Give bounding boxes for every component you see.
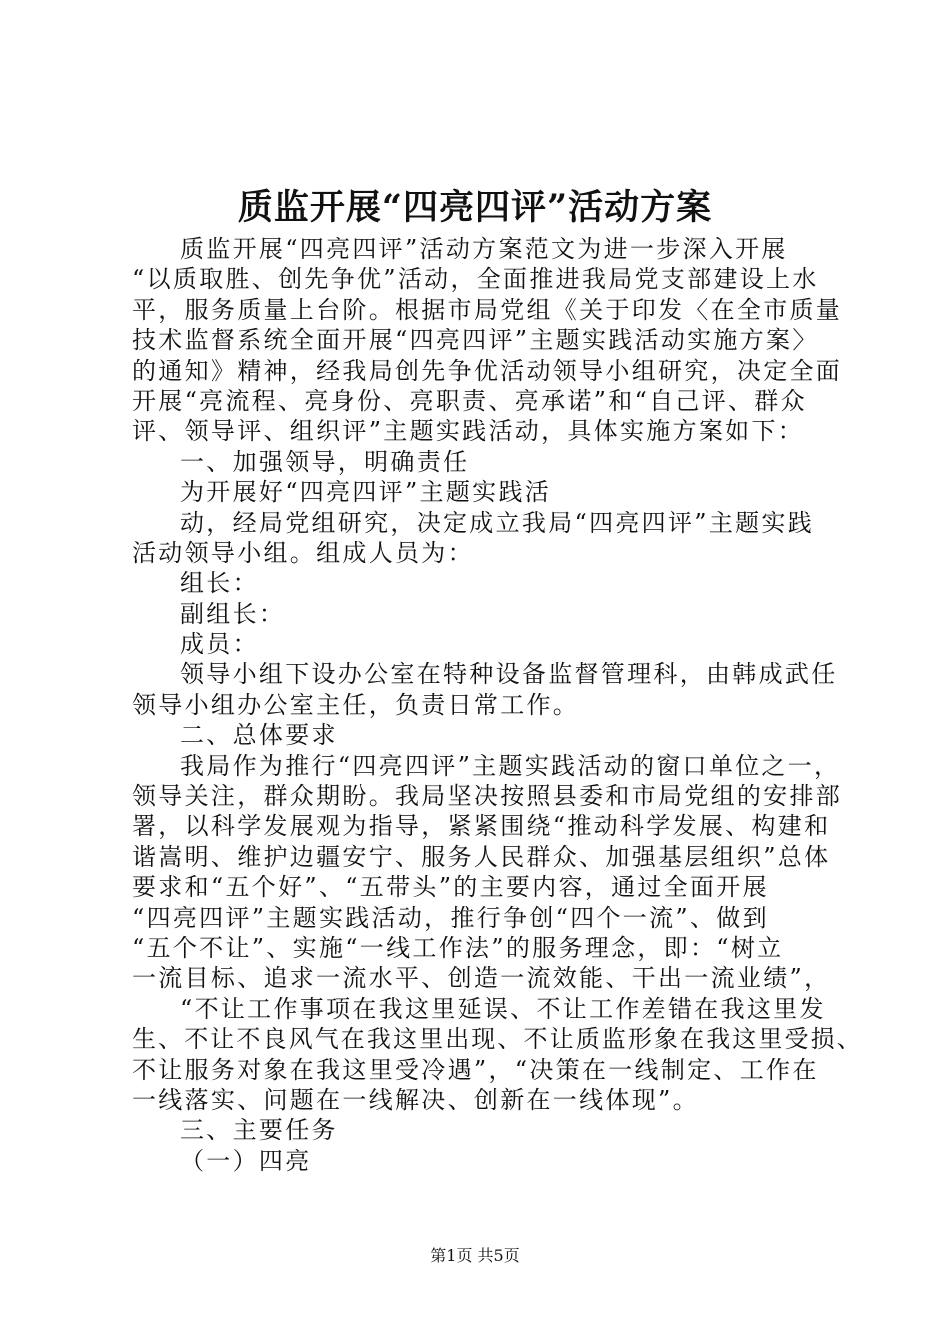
body-line: 领导关注，群众期盼。我局坚决按照县委和市局党组的安排部 (132, 782, 843, 811)
body-line: “以质取胜、创先争优”活动，全面推进我局党支部建设上水 (132, 265, 819, 294)
body-line: 的通知》精神，经我局创先争优活动领导小组研究，决定全面 (132, 356, 843, 385)
body-line: 活动领导小组。组成人员为： (132, 538, 474, 567)
body-line: 平，服务质量上台阶。根据市局党组《关于印发〈在全市质量 (132, 295, 843, 324)
body-line: 不让服务对象在我这里受冷遇”，“决策在一线制定、工作在 (132, 1055, 819, 1084)
subsection-heading: （一）四亮 (180, 1146, 312, 1175)
section-heading: 一、加强领导，明确责任 (180, 447, 470, 476)
body-line: 为开展好“四亮四评”主题实践活 (180, 478, 552, 507)
body-line: 技术监督系统全面开展“四亮四评”主题实践活动实施方案〉 (132, 326, 819, 355)
body-line: 质监开展“四亮四评”活动方案范文为进一步深入开展 (180, 235, 788, 263)
body-line: 领导小组办公室主任，负责日常工作。 (132, 690, 580, 719)
body-line: 我局作为推行“四亮四评”主题实践活动的窗口单位之一， (180, 751, 841, 780)
body-line: 署，以科学发展观为指导，紧紧围绕“推动科学发展、构建和 (132, 812, 831, 841)
section-heading: 二、总体要求 (180, 721, 338, 750)
body-line: 生、不让不良风气在我这里出现、不让质监形象在我这里受损、 (132, 1025, 863, 1054)
body-line: 成员： (180, 630, 259, 659)
body-line: 开展“亮流程、亮身份、亮职责、亮承诺”和“自己评、群众 (132, 386, 807, 415)
document-title: 质监开展“四亮四评”活动方案 (237, 187, 713, 228)
body-line: 副组长： (180, 599, 286, 628)
body-line: “四亮四评”主题实践活动，推行争创“四个一流”、做到 (132, 903, 769, 932)
page-number-footer: 第1页 共5页 (430, 1246, 520, 1265)
body-line: 动，经局党组研究，决定成立我局“四亮四评”主题实践 (180, 508, 815, 537)
body-line: 谐嵩明、维护边疆安宁、服务人民群众、加强基层组织”总体 (132, 842, 831, 871)
document-body (132, 234, 863, 1176)
body-line: 一流目标、追求一流水平、创造一流效能、干出一流业绩”， (132, 964, 831, 993)
body-line: 组长： (180, 569, 259, 598)
body-line: “五个不让”、实施“一线工作法”的服务理念，即：“树立 (132, 933, 784, 962)
body-line: 要求和“五个好”、“五带头”的主要内容，通过全面开展 (132, 873, 769, 902)
body-line: “不让工作事项在我这里延误、不让工作差错在我这里发 (180, 994, 826, 1023)
body-line: 评、领导评、组织评”主题实践活动，具体实施方案如下： (132, 417, 805, 446)
section-heading: 三、主要任务 (180, 1116, 338, 1145)
body-line: 领导小组下设办公室在特种设备监督管理科，由韩成武任 (180, 660, 838, 689)
body-line: 一线落实、问题在一线解决、创新在一线体现”。 (132, 1085, 699, 1114)
